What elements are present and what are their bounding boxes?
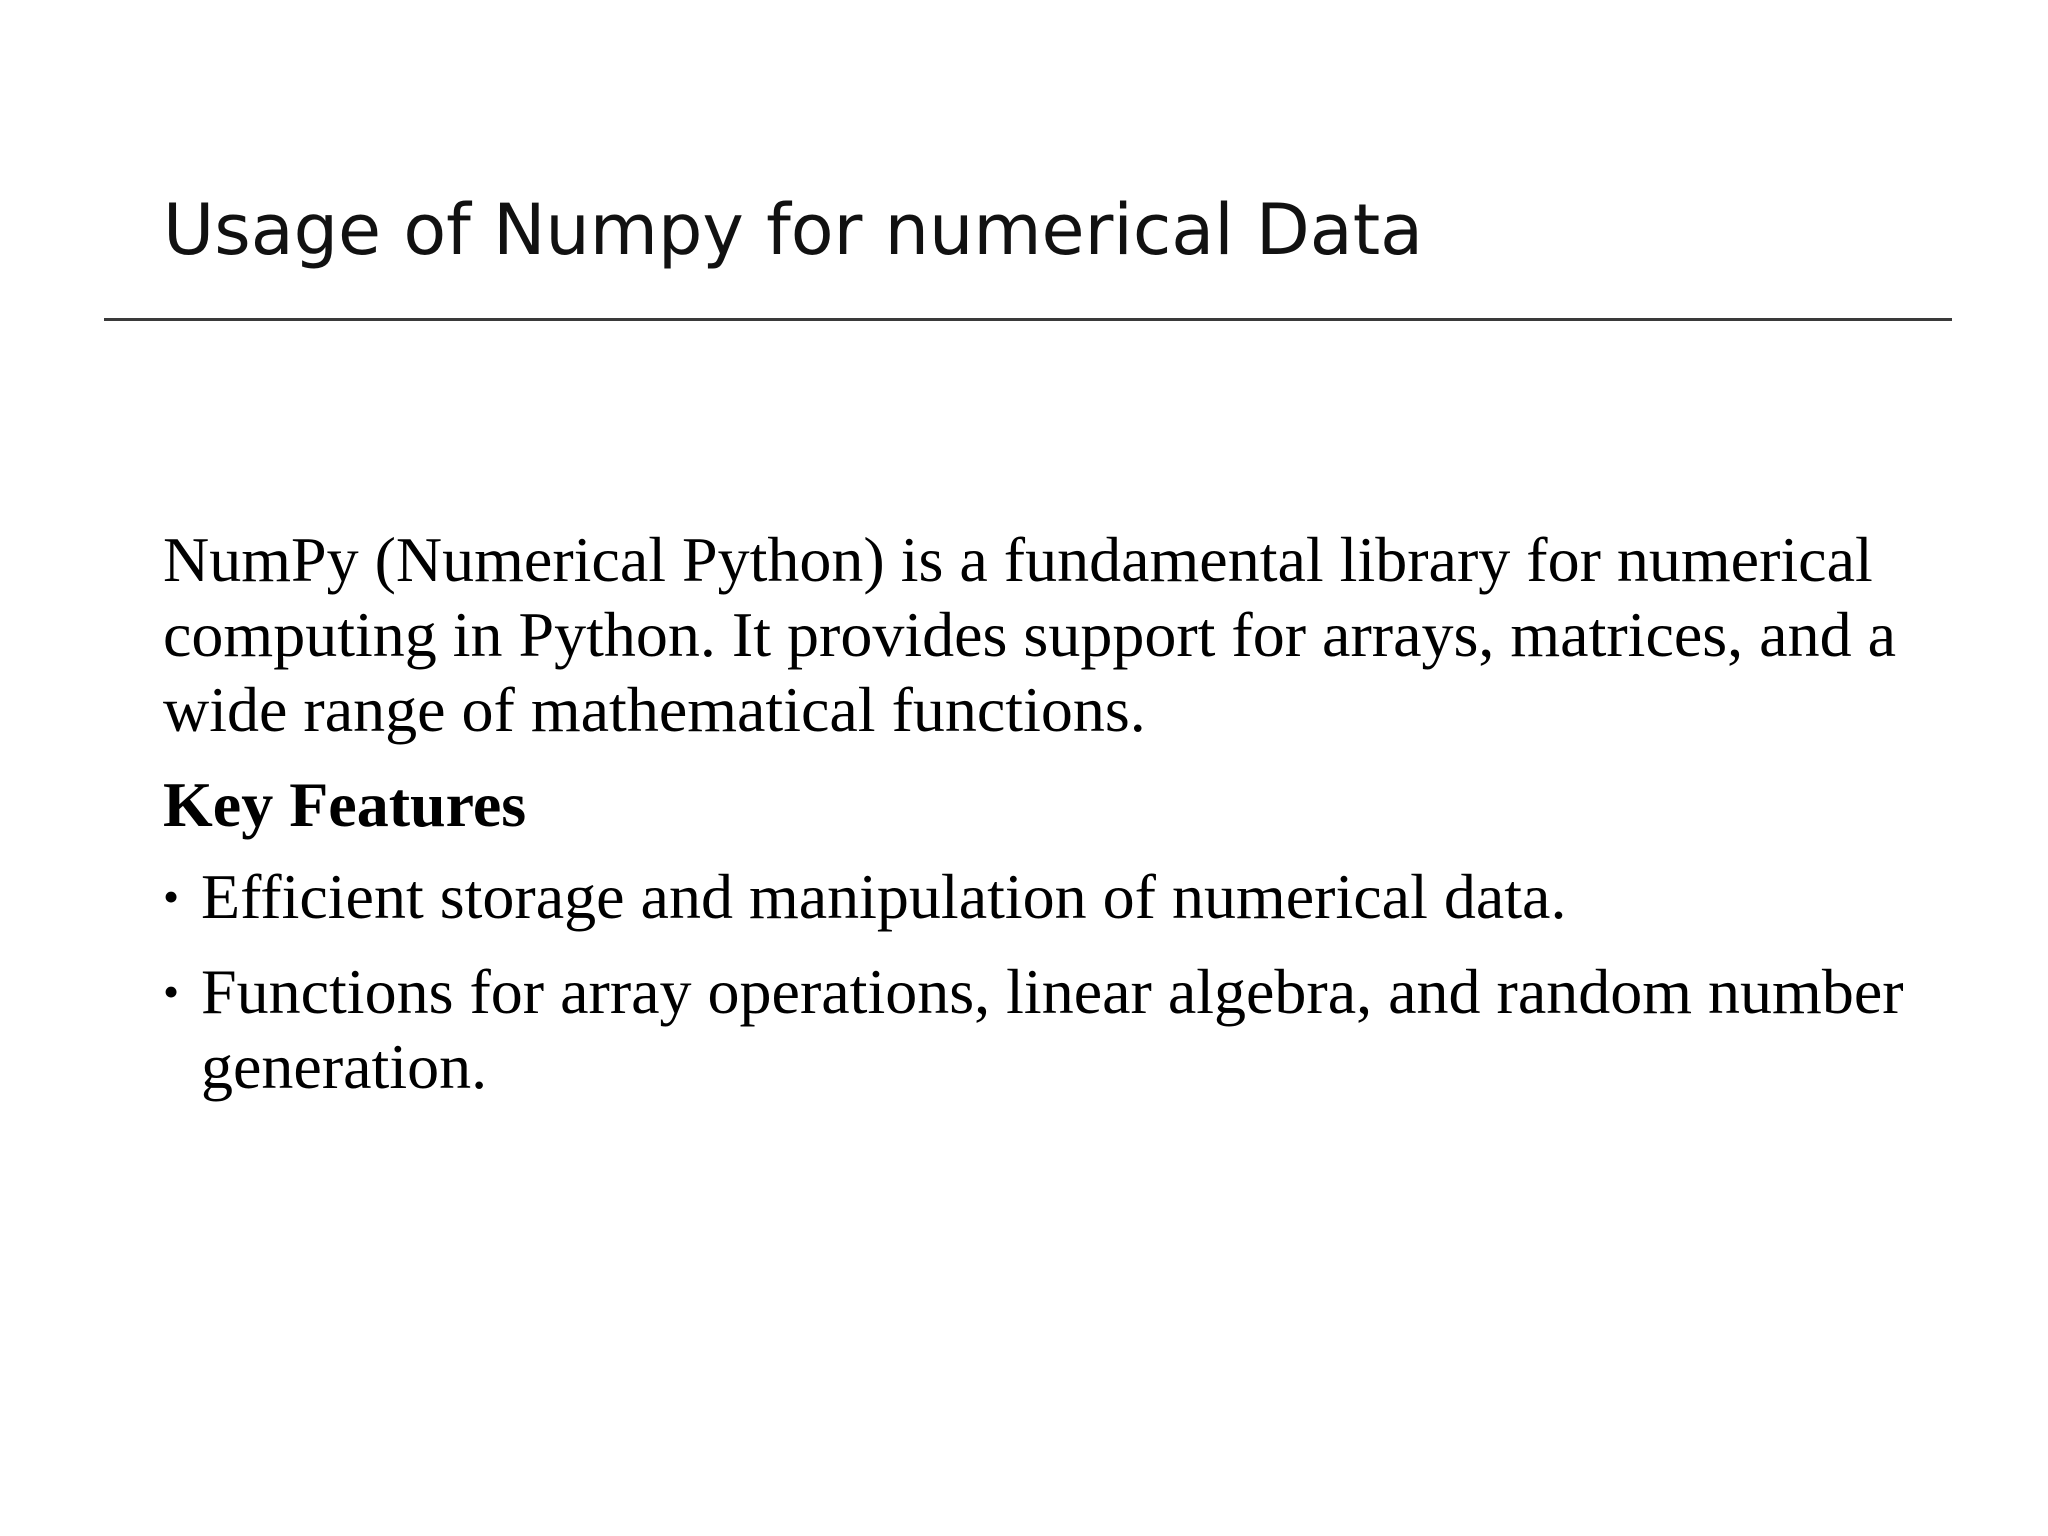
bullet-icon: • [163,966,180,1017]
slide-body [163,522,1923,1124]
feature-list-item [163,954,1923,1104]
feature-text: Efficient storage and manipulation of numerical data. [201,861,1567,932]
feature-list [163,859,1923,1104]
key-features-heading: Key Features [163,769,527,840]
intro-paragraph: NumPy (Numerical Python) is a fundamental library for numerical computing in Python. It provides support for arrays, matrices, and a wide range of mathematical functions. [163,524,1896,745]
feature-list-item [163,859,1923,934]
title-divider [104,318,1952,321]
bullet-icon: • [163,871,180,922]
feature-text: Functions for array operations, linear algebra, and random number generation. [201,956,1904,1102]
slide-title: Usage of Numpy for numerical Data [163,189,1424,271]
